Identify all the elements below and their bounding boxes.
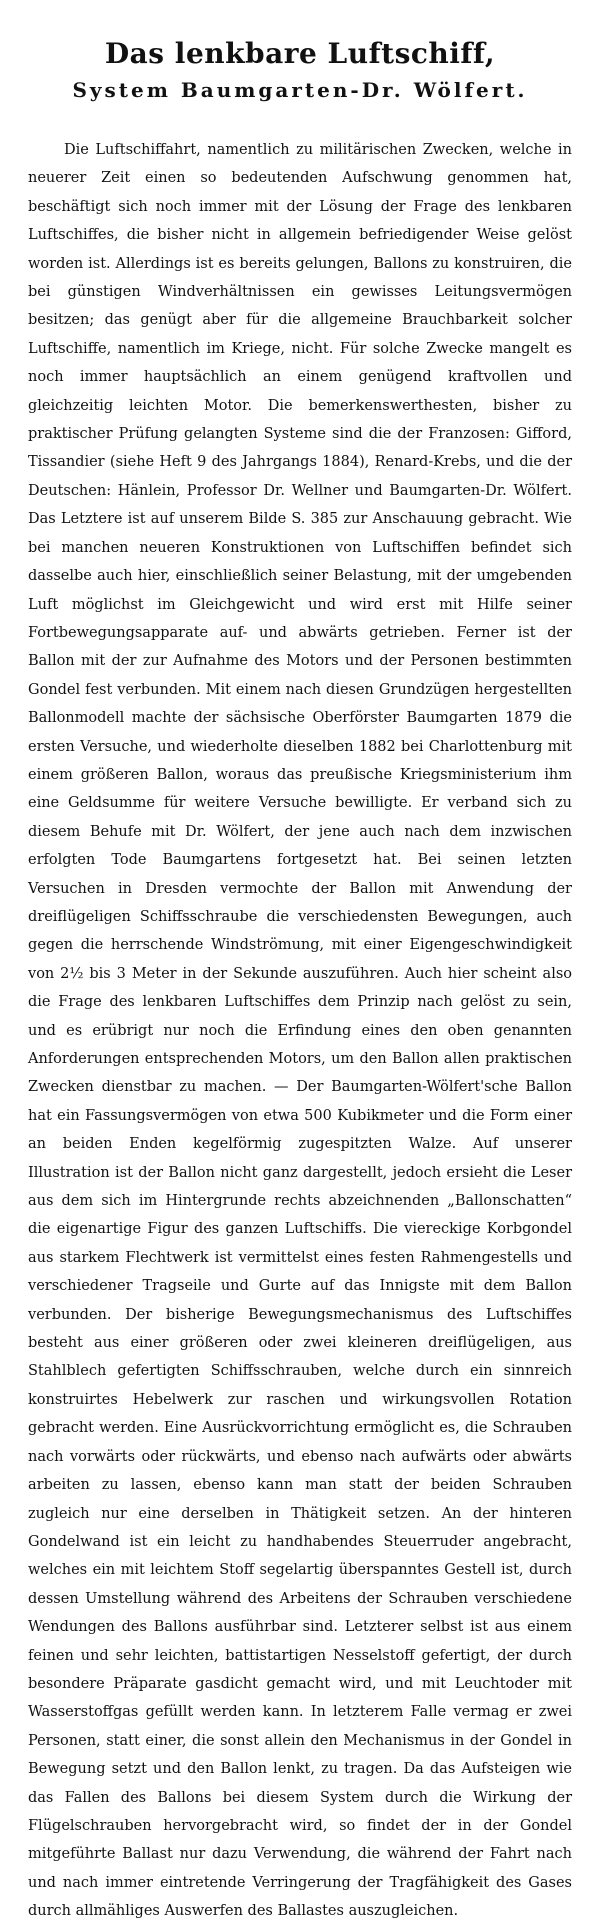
article-body: Die Luftschiffahrt, namentlich zu militärischen Zwecken, welche in neuerer Zeit einen so bedeutenden Aufschwung genommen hat, beschäftigt sich noch immer mit der Lösung der Frage des lenkbaren Luftschiffes, die bisher nicht in allgemein befriedigender Weise gelöst worden ist. Allerdings ist es bereits gelungen, Ballons zu konstruiren, die bei günstigen Windverhältnissen ein gewisses Leitungsvermögen besitzen; das genügt aber für die allgemeine Brauchbarkeit solcher Luftschiffe, namentlich im Kriege, nicht. Für solche Zwecke mangelt es noch immer hauptsächlich an einem genügend kraftvollen und gleichzeitig leichten Motor. Die bemerkenswerthesten, bisher zu praktischer Prüfung gelangten Systeme sind die der Franzosen: Gifford, Tissandier (siehe Heft 9 des Jahrgangs 1884), Renard-Krebs, und die der Deutschen: Hänlein, Professor Dr. Wellner und Baumgarten-Dr. Wölfert. Das Letztere ist auf unserem Bilde S. 385 zur Anschauung gebracht. Wie bei manchen neueren Konstruktionen von Luftschiffen befindet sich dasselbe auch hier, einschließlich seiner Belastung, mit der umgebenden Luft möglichst im Gleichgewicht und wird erst mit Hilfe seiner Fortbewegungsapparate auf- und abwärts getrieben. Ferner ist der Ballon mit der zur Aufnahme des Motors und der Personen bestimmten Gondel fest verbunden. Mit einem nach diesen Grundzügen hergestellten Ballonmodell machte der sächsische Oberförster Baumgarten 1879 die ersten Versuche, und wiederholte dieselben 1882 bei Charlottenburg mit einem größeren Ballon, woraus das preußische Kriegsministerium ihm eine Geldsumme für weitere Versuche bewilligte. Er verband sich zu diesem Behufe mit Dr. Wölfert, der jene auch nach dem inzwischen erfolgten Tode Baumgartens fortgesetzt hat. Bei seinen letzten Versuchen in Dresden vermochte der Ballon mit Anwendung der dreiflügeligen Schiffsschraube die verschiedensten Bewegungen, auch gegen die herrschende Windströmung, mit einer Eigengeschwindigkeit von 2½ bis 3 Meter in der Sekunde auszuführen. Auch hier scheint also die Frage des lenkbaren Luftschiffes dem Prinzip nach gelöst zu sein, und es erübrigt nur noch die Erfindung eines den oben genannten Anforderungen entsprechenden Motors, um den Ballon allen praktischen Zwecken dienstbar zu machen. — Der Baumgarten-Wölfert'sche Ballon hat ein Fassungsvermögen von etwa 500 Kubikmeter und die Form einer an beiden Enden kegelförmig zugespitzten Walze. Auf unserer Illustration ist der Ballon nicht ganz dargestellt, jedoch ersieht die Leser aus dem sich im Hintergrunde rechts abzeichnenden „Ballonschatten“ die eigenartige Figur des ganzen Luftschiffs. Die viereckige Korbgondel aus starkem Flechtwerk ist vermittelst eines festen Rahmengestells und verschiedener Tragseile und Gurte auf das Innigste mit dem Ballon verbunden. Der bisherige Bewegungsmechanismus des Luftschiffes besteht aus einer größeren oder zwei kleineren dreiflügeligen, aus Stahlblech gefertigten Schiffsschrauben, welche durch ein sinnreich konstruirtes Hebelwerk zur raschen und wirkungsvollen Rotation gebracht werden. Eine Ausrückvorrichtung ermöglicht es, die Schrauben nach vorwärts oder rückwärts, und ebenso nach aufwärts oder abwärts arbeiten zu lassen, ebenso kann man statt der beiden Schrauben zugleich nur eine derselben in Thätigkeit setzen. An der hinteren Gondelwand ist ein leicht zu handhabendes Steuerruder angebracht, welches ein mit leichtem Stoff segelartig überspanntes Gestell ist, durch dessen Umstellung während des Arbeitens der Schrauben verschiedene Wendungen des Ballons ausführbar sind. Letzterer selbst ist aus einem feinen und sehr leichten, battistartigen Nesselstoff gefertigt, der durch besondere Präparate gasdicht gemacht wird, und mit Leuchtoder mit Wasserstoffgas gefüllt werden kann. In letzterem Falle vermag er zwei Personen, statt einer, die sonst allein den Mechanismus in der Gondel in Bewegung setzt und den Ballon lenkt, zu tragen. Da das Aufsteigen wie das Fallen des Ballons bei diesem System durch die Wirkung der Flügelschrauben hervorgebracht wird, so findet der in der Gondel mitgeführte Ballast nur dazu Verwendung, die während der Fahrt nach und nach immer eintretende Verringerung der Tragfähigkeit des Gases durch allmähliges Auswerfen des Ballastes auszugleichen. (28, 142, 572, 1920)
article-subtitle: System Baumgarten-Dr. Wölfert. (72, 78, 528, 102)
article-title: Das lenkbare Luftschiff, (104, 37, 496, 70)
